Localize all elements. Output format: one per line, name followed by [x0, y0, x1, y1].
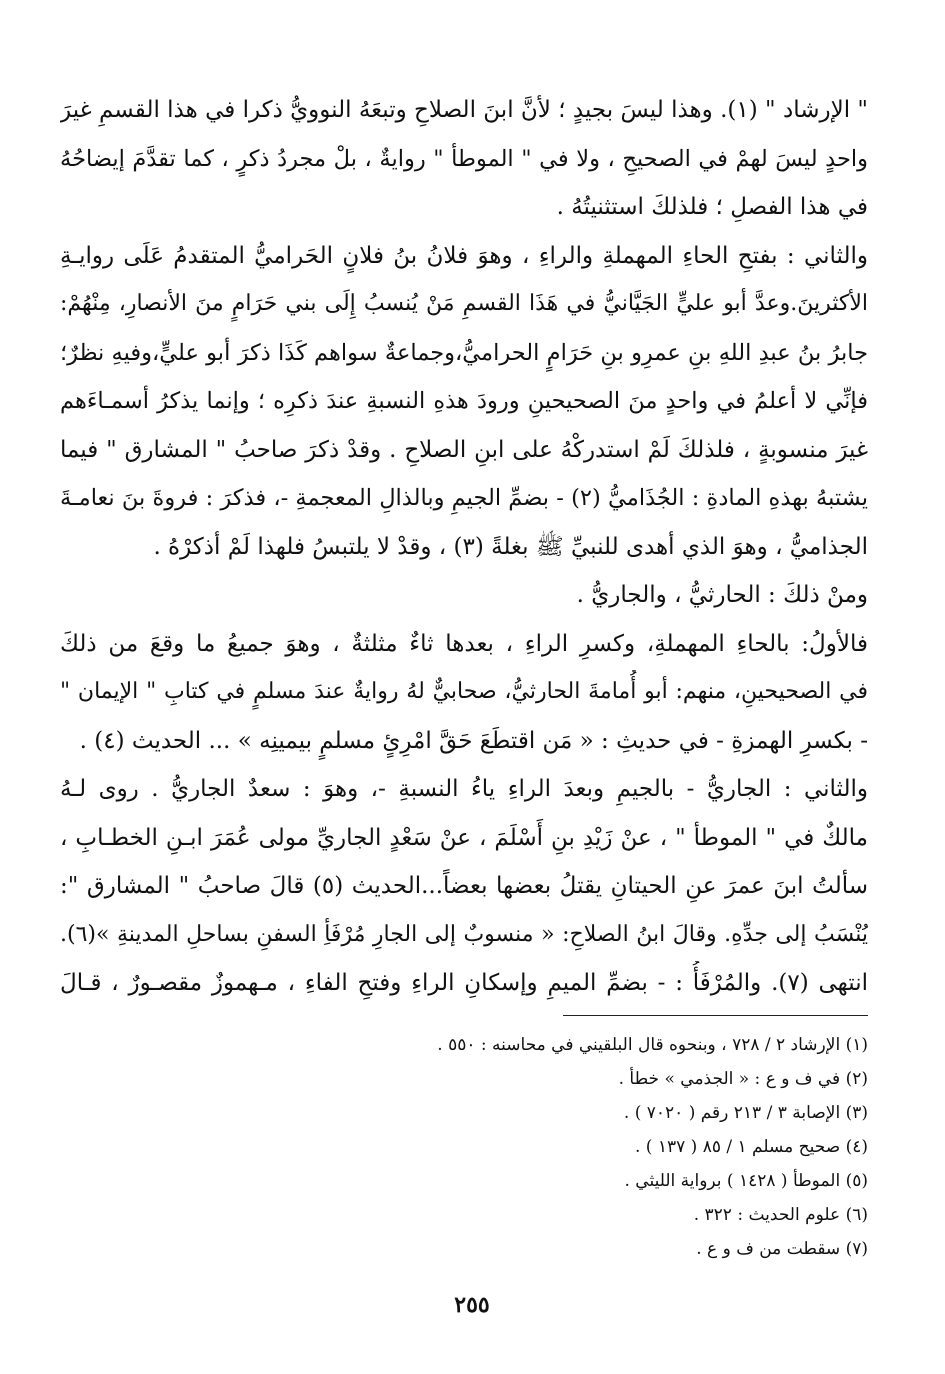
text-line: والثاني : بفتحِ الحاءِ المهملةِ والراءِ ، وهوَ فلانُ بنُ فلانٍ الحَراميُّ المتقدمُ عَلَى روايـةِ [60, 242, 868, 269]
text-line: مالكٌ في " الموطأ " ، عنْ زَيْدِ بنِ أَسْلَمَ ، عنْ سَعْدٍ الجاريِّ مولى عُمَرَ ابـنِ الخطـابِ ، [60, 824, 868, 851]
footnote: (١) الإرشاد ٢ / ٧٢٨ ، وبنحوه قال البلقيني في محاسنه : ٥٥٠ . [437, 1035, 868, 1055]
footnote: (٥) الموطأ ( ١٤٢٨ ) برواية الليثي . [624, 1171, 868, 1191]
footnote: (٤) صحيح مسلم ١ / ٨٥ ( ١٣٧ ) . [634, 1137, 868, 1157]
text-line: انتهى (٧). والمُرْفَأُ : - بضمِّ الميمِ وإسكانِ الراءِ وفتحِ الفاءِ ، مـهموزٌ مقصـورٌ ، قـالَ [60, 970, 868, 996]
footnote: (٢) في ف و ع : « الجذمي » خطأ . [618, 1069, 868, 1089]
text-line: يشتبهُ بهذهِ المادةِ : الجُذَاميُّ (٢) - بضمِّ الجيمِ وبالذالِ المعجمةِ -، فذكرَ : فروةَ بنَ نعامـةَ [60, 485, 868, 511]
text-line: غيرَ منسوبةٍ ، فلذلكَ لَمْ استدركْهُ على ابنِ الصلاحِ . وقدْ ذكرَ صاحبُ " المشارق " فيما [60, 436, 868, 463]
text-line: فالأولُ: بالحاءِ المهملةِ، وكسرِ الراءِ ، بعدها ثاءٌ مثلثةٌ ، وهوَ جميعُ ما وقعَ من ذلكَ [60, 630, 868, 657]
footnotes [360, 1028, 868, 1266]
page-number: ٢٥٥ [454, 1292, 490, 1318]
text-line: في هذا الفصلِ ؛ فلذلكَ استثنيتُهُ . [556, 194, 868, 220]
footnote: (٣) الإصابة ٣ / ٢١٣ رقم ( ٧٠٢٠ ) . [623, 1103, 868, 1123]
footnote: (٦) علوم الحديث : ٣٢٢ . [693, 1205, 868, 1225]
text-line: جابرُ بنُ عبدِ اللهِ بنِ عمرِو بنِ حَرَامٍ الحراميُّ،وجماعةٌ سواهم كَذَا ذكرَ أبو عليٍّ،وفيهِ نظرٌ؛ [60, 339, 868, 366]
text-line: الأكثرينَ.وعدَّ أبو عليٍّ الجَيَّانيُّ في هَذَا القسمِ مَنْ يُنسبُ إِلَى بني حَرَامٍ منَ الأنصارِ، مِنْهُمْ: [60, 291, 868, 316]
text-line: والثاني : الجاريُّ - بالجيمِ وبعدَ الراءِ ياءُ النسبةِ -، وهوَ : سعدٌ الجاريُّ . روى لـهُ [60, 776, 868, 802]
text-line: - بكسرِ الهمزةِ - في حديثِ : « مَن اقتطَعَ حَقَّ امْرِئٍ مسلمٍ بيمينِه » ... الحديث (٤) . [79, 727, 868, 754]
footnote: (٧) سقطت من ف و ع . [696, 1239, 868, 1259]
main-text [60, 88, 868, 1010]
text-line: سألتُ ابنَ عمرَ عنِ الحيتانِ يقتلُ بعضها بعضاً...الحديث (٥) قالَ صاحبُ " المشارق ": [60, 873, 868, 899]
text-line: " الإرشاد " (١). وهذا ليسَ بجيدٍ ؛ لأنَّ ابنَ الصلاحِ وتبعَهُ النوويُّ ذكرا في هذا القسمِ غيرَ [60, 97, 868, 123]
footnote-separator [563, 1015, 868, 1016]
text-line: ومنْ ذلكَ : الحارثيُّ ، والجاريُّ . [576, 582, 868, 608]
text-line: يُنْسَبُ إلى جدِّهِ. وقالَ ابنُ الصلاحِ: « منسوبٌ إلى الجارِ مُرْفَأِ السفنِ بساحلِ المدينةِ »(٦). [60, 921, 868, 947]
text-line: في الصحيحينِ، منهم: أبو أُمامةَ الحارثيُّ، صحابيٌّ لهُ روايةٌ عندَ مسلمٍ في كتابِ " الإيمان " [60, 679, 868, 704]
text-line: الجذاميُّ ، وهوَ الذي أهدى للنبيِّ ﷺ بغلةً (٣) ، وقدْ لا يلتبسُ فلهذا لَمْ أذكرْهُ . [153, 533, 868, 560]
text-line: فإنِّي لا أعلمُ في واحدٍ منَ الصحيحينِ ورودَ هذهِ النسبةِ عندَ ذكرِه ؛ وإنما يذكرُ أسمـاءَهم [60, 388, 868, 414]
text-line: واحدٍ ليسَ لهمْ في الصحيحِ ، ولا في " الموطأ " روايةٌ ، بلْ مجردُ ذكرٍ ، كما تقدَّمَ إيضاحُهُ [60, 145, 868, 172]
